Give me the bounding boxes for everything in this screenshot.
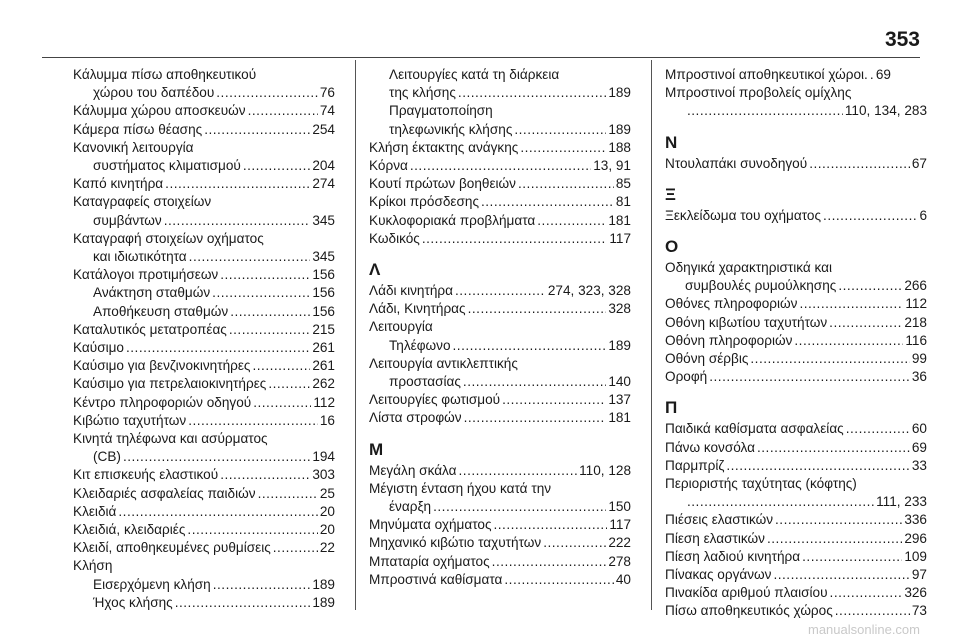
index-entry [665,511,927,529]
page-ref: 150 [608,499,631,515]
page-ref: 25 [319,485,335,501]
index-subentry [369,84,631,102]
index-entry [665,439,927,457]
index-entry-heading: Οδηγικά χαρακτηριστικά και [665,260,833,276]
page-ref: 345 [312,212,335,228]
page-ref: 218 [904,314,927,330]
entry-text: Κάμερα πίσω θέασης [73,121,203,137]
page-ref: 189 [608,121,631,137]
index-entry [73,84,335,102]
index-entry [665,566,927,584]
index-entry [73,357,335,375]
entry-text: Κρίκοι πρόσδεσης [369,194,479,210]
page-ref: 204 [312,158,335,174]
column-divider [651,60,652,610]
page-ref: 73 [911,603,927,619]
section-letter: Ο [665,237,679,257]
entry-text: συμβάντων [93,212,162,228]
page-ref: 326 [904,585,927,601]
page-ref: 189 [608,85,631,101]
entry-text: Καύσιμο για πετρελαιοκινητήρες [73,376,267,392]
page-ref: 345 [312,249,335,265]
entry-text: Κάλυμμα χώρου αποσκευών [73,103,246,119]
index-entry [665,295,927,313]
page-ref: 81 [615,194,631,210]
page-ref: 266 [904,278,927,294]
page-ref: 328 [608,301,631,317]
index-entry [665,530,927,548]
page-ref: 262 [312,376,335,392]
page-ref: 36 [911,369,927,385]
index-entry [369,157,631,175]
entry-text: και ιδιωτικότητα [93,249,187,265]
entry-text: Κέντρο πληροφοριών οδηγού [73,394,252,410]
index-entry [369,373,631,391]
page-ref: 274, 323, 328 [547,283,631,299]
page-ref: 261 [312,358,335,374]
index-entry [73,485,335,503]
page-ref: 22 [319,540,335,556]
entry-text: Μπροστινά καθίσματα [369,571,503,587]
entry-text: Μεγάλη σκάλα [369,462,457,478]
index-entry [665,277,927,295]
index-entry [665,457,927,475]
watermark-footer: manualsonline.com [807,622,920,637]
index-subentry-heading: Λειτουργίες κατά τη διάρκεια [389,67,560,82]
entry-text: Κόρνα [369,158,408,174]
page-ref: 117 [609,230,631,246]
page-ref: 6 [919,207,927,223]
page-ref: 69 [911,439,927,455]
index-entry [73,412,335,430]
page-ref: 109 [904,548,927,564]
entry-text: Καύσιμο για βενζινοκινητήρες [73,358,251,374]
index-entry [73,266,335,284]
entry-text: Καπό κινητήρα [73,176,164,192]
page-ref: 303 [312,467,335,483]
column-divider [355,60,356,610]
entry-text: Κιτ επισκευής ελαστικού [73,467,219,483]
index-entry-heading: Κινητά τηλέφωνα και ασύρματος [73,431,268,447]
index-entry [665,207,927,225]
page-ref: 74 [319,103,335,119]
index-entry [665,102,927,120]
index-entry [369,300,631,318]
entry-text: Λειτουργίες φωτισμού [369,392,501,408]
page-ref: 336 [904,512,927,528]
index-entry [369,498,631,516]
index-entry [369,230,631,248]
index-entry [369,212,631,230]
page-ref: 117 [609,517,631,533]
entry-text: Μπαταρία οχήματος [369,553,490,569]
page-ref: 194 [312,449,335,465]
page-ref: 112 [905,296,927,312]
index-entry [665,493,927,511]
index-entry [665,420,927,438]
page-ref: 85 [615,176,631,192]
index-entry-heading: Μέγιστη ένταση ήχου κατά την [369,480,552,496]
section-letter: Μ [369,439,384,459]
page-ref: 181 [608,212,631,228]
entry-text: Πίνακας οργάνων [665,567,772,583]
section-letter: Ξ [665,184,676,204]
entry-text: Πίεση λαδιού κινητήρα [665,548,801,564]
entry-text: Κλειδιά [73,503,117,519]
page-ref: 116 [905,332,927,348]
page-ref: 181 [608,410,631,426]
page-ref: 156 [312,285,335,301]
page-ref: 20 [319,503,335,519]
index-entry-heading: Περιοριστής ταχύτητας (κόφτης) [665,476,857,492]
page-ref: 13, 91 [593,158,631,174]
page-ref: 137 [608,392,631,408]
page-ref: 76 [319,85,335,101]
entry-text: Κυκλοφοριακά προβλήματα [369,212,536,228]
index-subentry [73,594,335,612]
page-ref: 222 [608,535,631,551]
page-ref: 16 [319,412,335,428]
index-entry [665,350,927,368]
index-entry [73,321,335,339]
entry-text: χώρου του δαπέδου [93,85,215,101]
index-entry [369,516,631,534]
entry-text: Ήχος κλήσης [93,594,173,610]
index-entry-heading: Καταγραφείς στοιχείων [73,194,212,210]
page-ref: 40 [615,571,631,587]
entry-text: συμβουλές ρυμούλκησης [685,278,837,294]
entry-text: Κλειδαριές ασφαλείας παιδιών [73,485,256,501]
entry-text: Ανάκτηση σταθμών [93,285,211,301]
entry-text: προστασίας [389,374,461,390]
page-ref: 67 [911,155,927,171]
entry-text: Κιβώτιο ταχυτήτων [73,412,187,428]
page-ref: 156 [312,267,335,283]
index-entry [73,339,335,357]
entry-text: Οροφή [665,369,708,385]
entry-text: Πινακίδα αριθμού πλαισίου [665,585,828,601]
page-number: 353 [884,28,920,51]
entry-text: Παιδικά καθίσματα ασφαλείας [665,421,844,437]
index-entry [73,521,335,539]
page-ref: 60 [911,421,927,437]
page-ref: 215 [312,321,335,337]
index-subentry [73,576,335,594]
index-entry-heading: Κανονική λειτουργία [73,139,194,155]
index-entry-heading: Κάλυμμα πίσω αποθηκευτικού [73,67,257,82]
entry-text: Λάδι κινητήρα [369,283,453,299]
index-entry [73,539,335,557]
index-entry [369,462,631,480]
index-column-1 [73,66,335,612]
entry-text: Ξεκλείδωμα του οχήματος [665,207,822,223]
entry-text: Κλειδί, αποθηκευμένες ρυθμίσεις [73,540,271,556]
index-entry [369,391,631,409]
index-entry [665,368,927,386]
entry-text: Μηχανικό κιβώτιο ταχυτήτων [369,535,542,551]
page-ref: 278 [608,553,631,569]
index-entry [665,314,927,332]
index-entry [369,571,631,589]
index-entry-heading: Κλήση [73,558,113,574]
entry-text: Οθόνη κιβωτίου ταχυτήτων [665,314,828,330]
index-entry [369,553,631,571]
entry-text: Πίεση ελαστικών [665,530,765,546]
index-entry [73,394,335,412]
entry-text: Πάνω κονσόλα [665,439,755,455]
entry-text: Λάδι, Κινητήρας [369,301,466,317]
entry-text: (CB) [93,449,121,465]
entry-text: συστήματος κλιματισμού [93,158,241,174]
page-ref: 99 [911,351,927,367]
index-entry [665,602,927,620]
entry-text: έναρξη [389,499,432,515]
entry-text: Κωδικός [369,230,420,246]
index-entry [73,175,335,193]
entry-text: Λίστα στροφών [369,410,462,426]
index-entry [665,332,927,350]
entry-text: Ντουλαπάκι συνοδηγού [665,155,808,171]
index-entry [369,175,631,193]
section-letter: Π [665,398,678,418]
page-ref: 296 [904,530,927,546]
index-subentry [73,284,335,302]
index-entry [665,66,927,84]
page-ref: 20 [319,522,335,538]
entry-text: Κλειδιά, κλειδαριές [73,522,186,538]
index-entry [73,375,335,393]
index-entry [73,212,335,230]
entry-text: Οθόνη πληροφοριών [665,332,793,348]
index-entry [73,121,335,139]
entry-text: Κλήση έκτακτης ανάγκης [369,139,519,155]
page-ref: 156 [312,303,335,319]
index-column-3 [665,66,927,621]
entry-text: Πιέσεις ελαστικών [665,512,774,528]
entry-text: Πίσω αποθηκευτικός χώρος [665,603,833,619]
section-letter: Λ [369,260,381,280]
index-entry [73,102,335,120]
entry-text: Τηλέφωνο [389,337,451,353]
index-entry [73,248,335,266]
page-ref: 97 [911,567,927,583]
header-rule [42,57,920,58]
page-ref: 261 [312,340,335,356]
entry-text: Καταλυτικός μετατροπέας [73,321,227,337]
page-ref: 254 [312,121,335,137]
entry-text: Κουτί πρώτων βοηθειών [369,176,516,192]
page-ref: 111, 233 [876,494,927,510]
entry-text: Μηνύματα οχήματος [369,517,492,533]
index-entry [73,503,335,521]
index-entry-heading: Λειτουργία αντικλεπτικής [369,355,518,371]
page-ref: 188 [608,139,631,155]
entry-text: Κατάλογοι προτιμήσεων [73,267,219,283]
entry-text: Καύσιμο [73,340,124,356]
index-subentry-heading: Πραγματοποίηση [389,103,493,119]
page-ref: 69 [875,67,891,82]
index-entry [665,548,927,566]
index-entry-heading: Λειτουργία [369,319,433,335]
index-subentry [369,121,631,139]
entry-text: Οθόνες πληροφοριών [665,296,798,312]
index-entry-heading: Μπροστινοί προβολείς ομίχλης [665,85,852,101]
index-column-2 [369,66,631,589]
page-ref: 274 [312,176,335,192]
index-subentry [369,337,631,355]
index-entry [665,155,927,173]
index-entry [369,139,631,157]
page-ref: 110, 134, 283 [844,103,927,119]
entry-text: Αποθήκευση σταθμών [93,303,229,319]
page-ref: 112 [313,394,335,410]
index-entry [369,534,631,552]
index-entry [369,409,631,427]
index-entry [665,584,927,602]
section-letter: Ν [665,132,678,152]
entry-text: Οθόνη σέρβις [665,351,749,367]
entry-text: Παρμπρίζ [665,457,725,473]
index-entry [73,466,335,484]
page-ref: 189 [312,576,335,592]
index-entry [73,157,335,175]
index-subentry [73,303,335,321]
index-entry [369,193,631,211]
page-ref: 189 [608,337,631,353]
page-ref: 189 [312,594,335,610]
page-ref: 110, 128 [579,462,631,478]
entry-text: τηλεφωνικής κλήσης [389,121,513,137]
index-entry [73,448,335,466]
page-ref: 140 [608,374,631,390]
index-entry-heading: Καταγραφή στοιχείων οχήματος [73,230,264,246]
index-entry [369,282,631,300]
entry-text: της κλήσης [389,85,456,101]
entry-text: Εισερχόμενη κλήση [93,576,211,592]
page-ref: 33 [911,457,927,473]
entry-text: Μπροστινοί αποθηκευτικοί χώροι. [665,67,868,82]
